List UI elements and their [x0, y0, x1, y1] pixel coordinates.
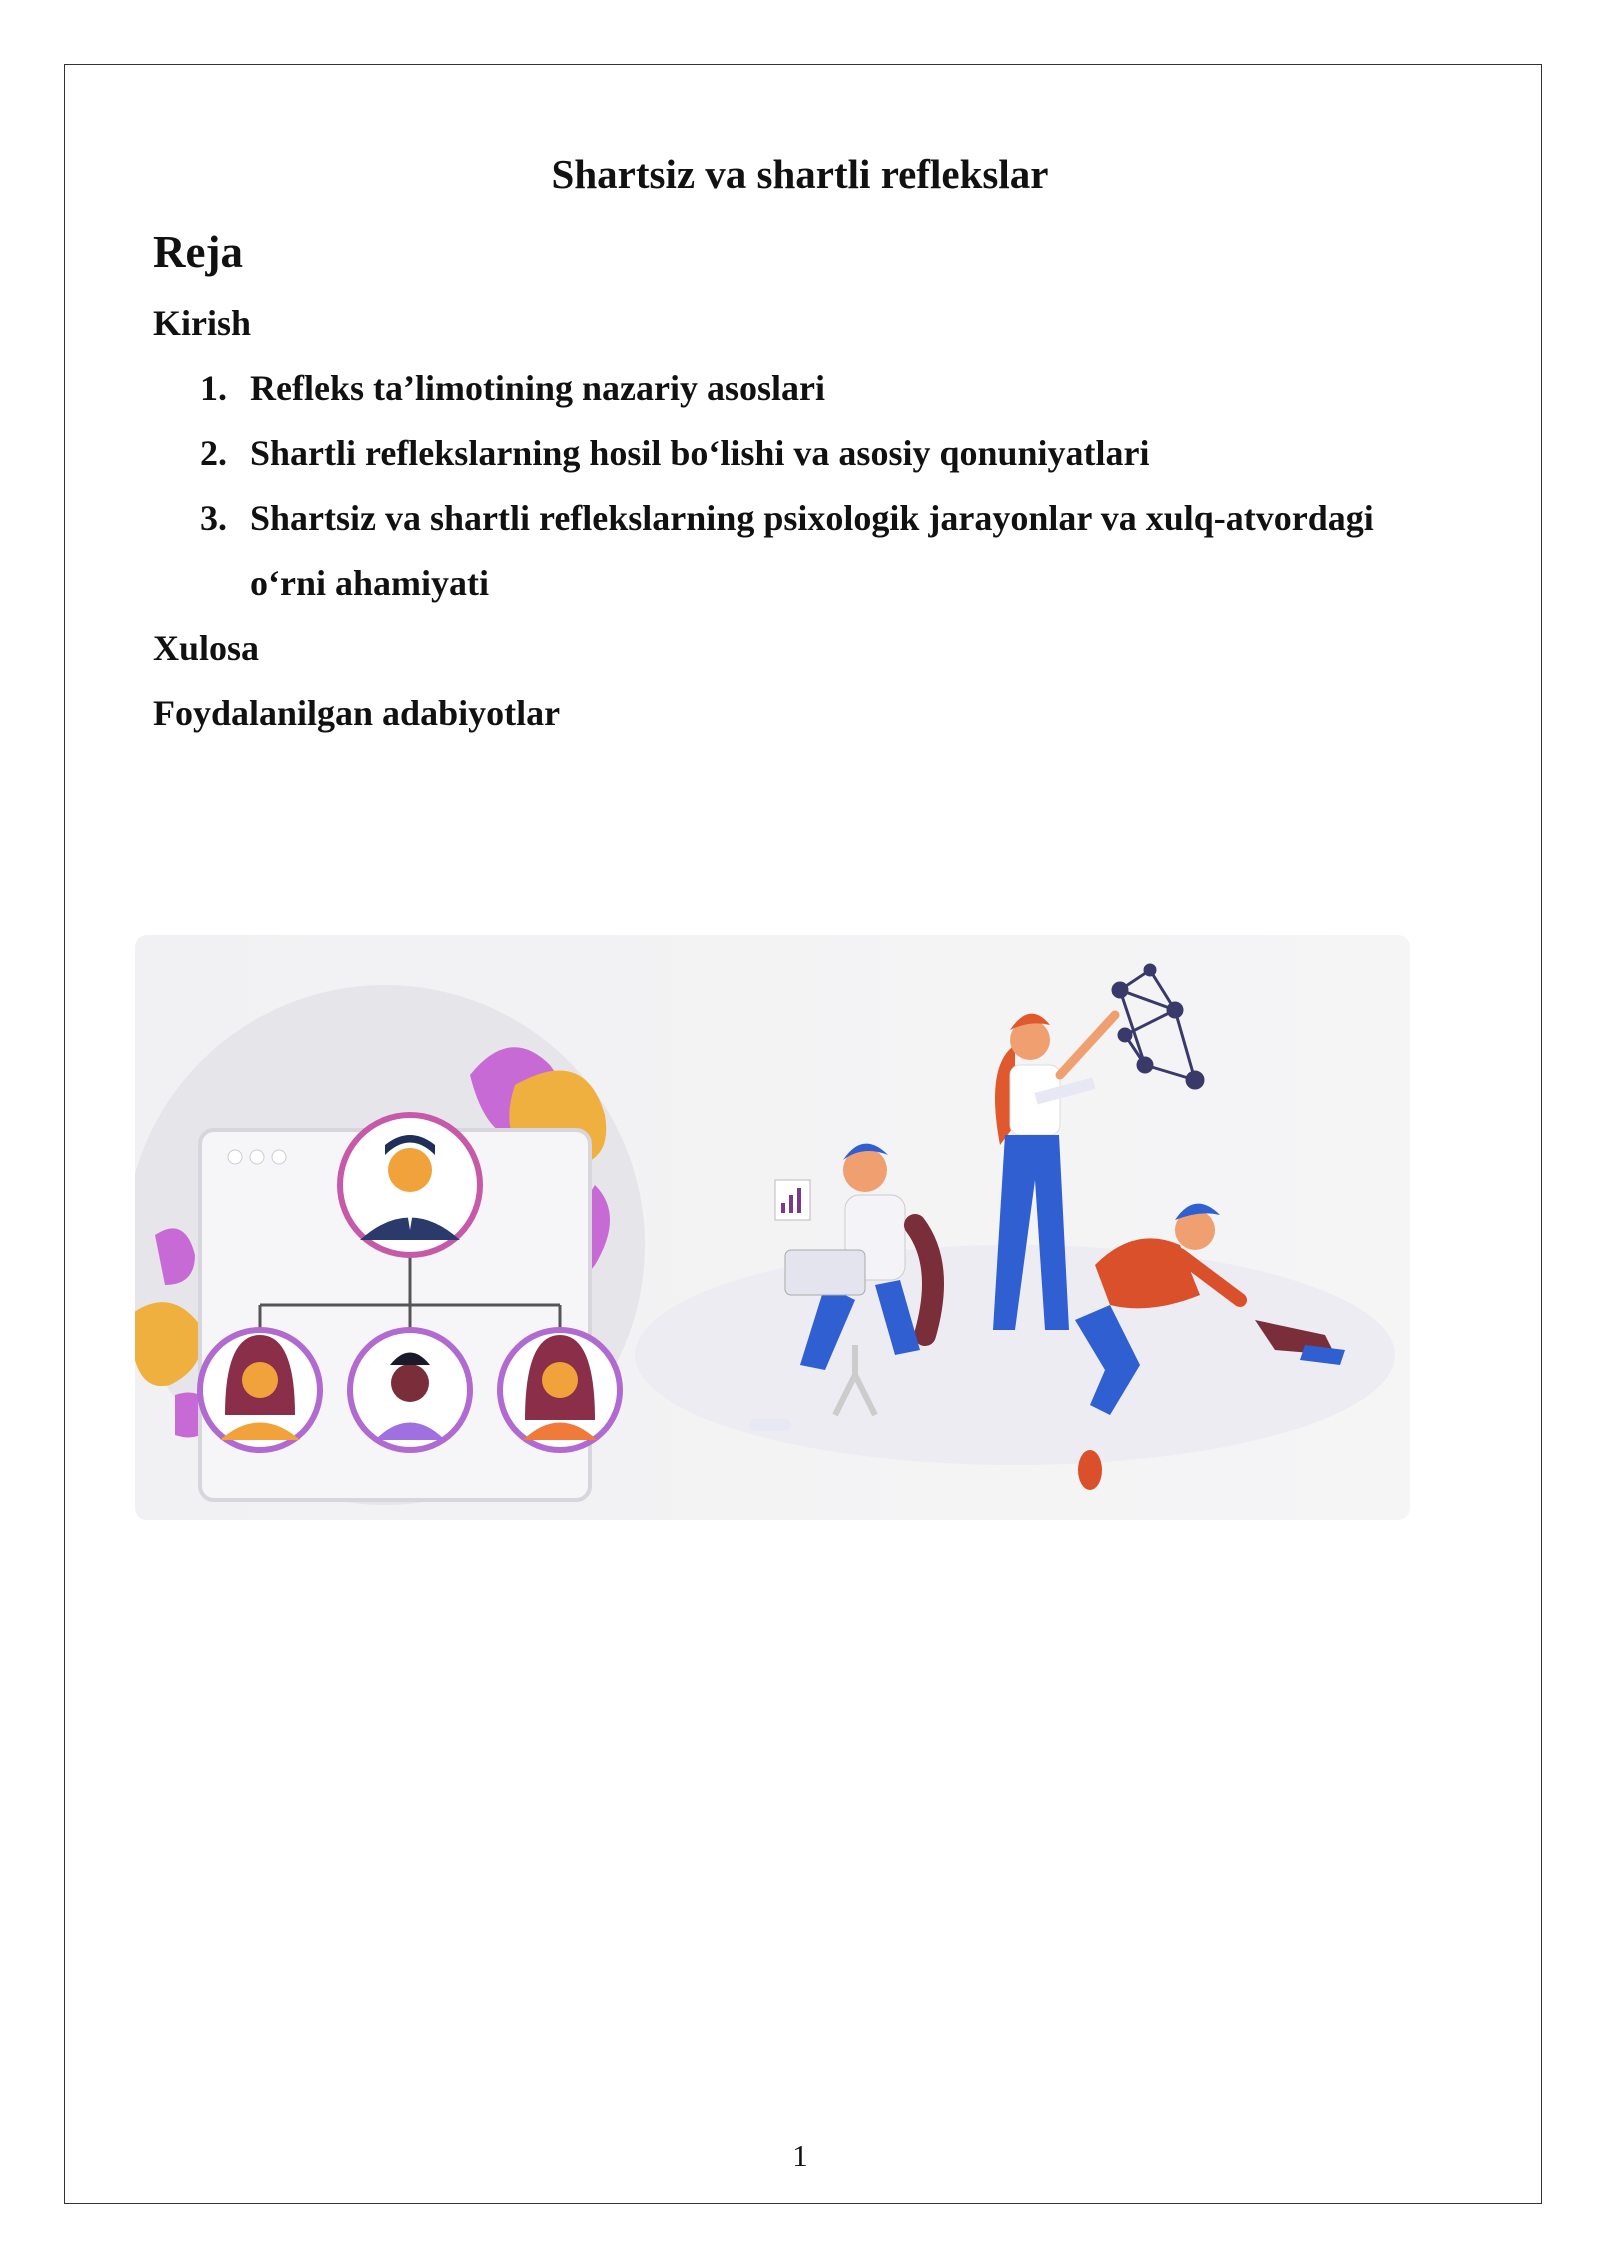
team-illustration	[135, 935, 1410, 1520]
item-1-text: Refleks ta’limotining nazariy asoslari	[250, 368, 825, 408]
page-number: 1	[792, 2138, 808, 2173]
intro-heading: Kirish	[153, 303, 252, 343]
employee-avatar-3	[500, 1330, 620, 1450]
employee-avatar-1	[200, 1330, 320, 1450]
item-2-number: 2.	[200, 433, 227, 473]
references-heading: Foydalanilgan adabiyotlar	[153, 693, 561, 733]
document-title: Shartsiz va shartli reflekslar	[551, 151, 1049, 197]
item-3-text-line1: Shartsiz va shartli reflekslarning psixologik jarayonlar va xulq-atvordagi	[250, 498, 1374, 538]
conclusion-heading: Xulosa	[153, 628, 260, 668]
item-3-text-line2: o‘rni ahamiyati	[250, 563, 489, 603]
laptop-icon	[785, 1250, 865, 1295]
item-1-number: 1.	[200, 368, 227, 408]
item-3-number: 3.	[200, 498, 227, 538]
plan-heading: Reja	[153, 227, 243, 277]
employee-avatar-2	[350, 1330, 470, 1450]
item-2-text: Shartli reflekslarning hosil bo‘lishi va asosiy qonuniyatlari	[250, 433, 1150, 473]
